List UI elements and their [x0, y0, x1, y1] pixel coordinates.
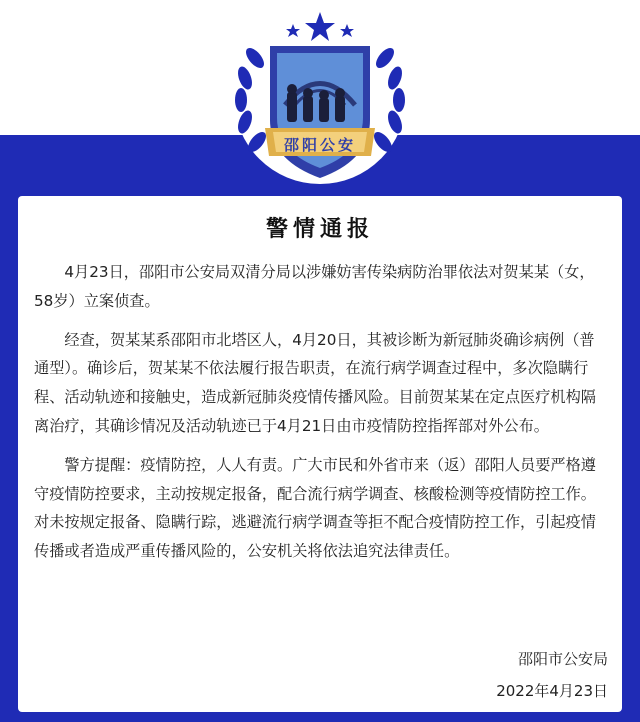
emblem-label: 邵阳公安 [283, 135, 356, 154]
notice-card [18, 196, 622, 712]
paragraph-investigation: 经查，贺某某系邵阳市北塔区人，4月20日，其被诊断为新冠肺炎确诊病例（普通型）。确诊后，贺某某不依法履行报告职责，在流行病学调查过程中，多次隐瞒行程、活动轨迹和接触史，造成新冠肺炎疫情传播风险。目前贺某某在定点医疗机构隔离治疗，其确诊情况及活动轨迹已于4月21日由市疫情防控指挥部对外公布。 [34, 330, 596, 435]
police-badge-icon [225, 10, 415, 185]
issuer-name: 邵阳市公安局 [517, 650, 608, 668]
paragraph-case-filed: 4月23日，邵阳市公安局双清分局以涉嫌妨害传染病防治罪依法对贺某某（女，58岁）立案侦查。 [34, 263, 595, 310]
issue-date: 2022年4月23日 [496, 682, 608, 700]
notice-body [34, 258, 606, 576]
paragraph-police-reminder: 警方提醒：疫情防控，人人有责。广大市民和外省市来（返）邵阳人员要严格遵守疫情防控要求，主动按规定报备，配合流行病学调查、核酸检测等疫情防控工作。对未按规定报备、隐瞒行踪，逃避流行病学调查等拒不配合疫情防控工作，引起疫情传播或者造成严重传播风险的，公安机关将依法追究法律责任。 [34, 455, 596, 561]
notice-title: 警情通报 [265, 217, 374, 242]
